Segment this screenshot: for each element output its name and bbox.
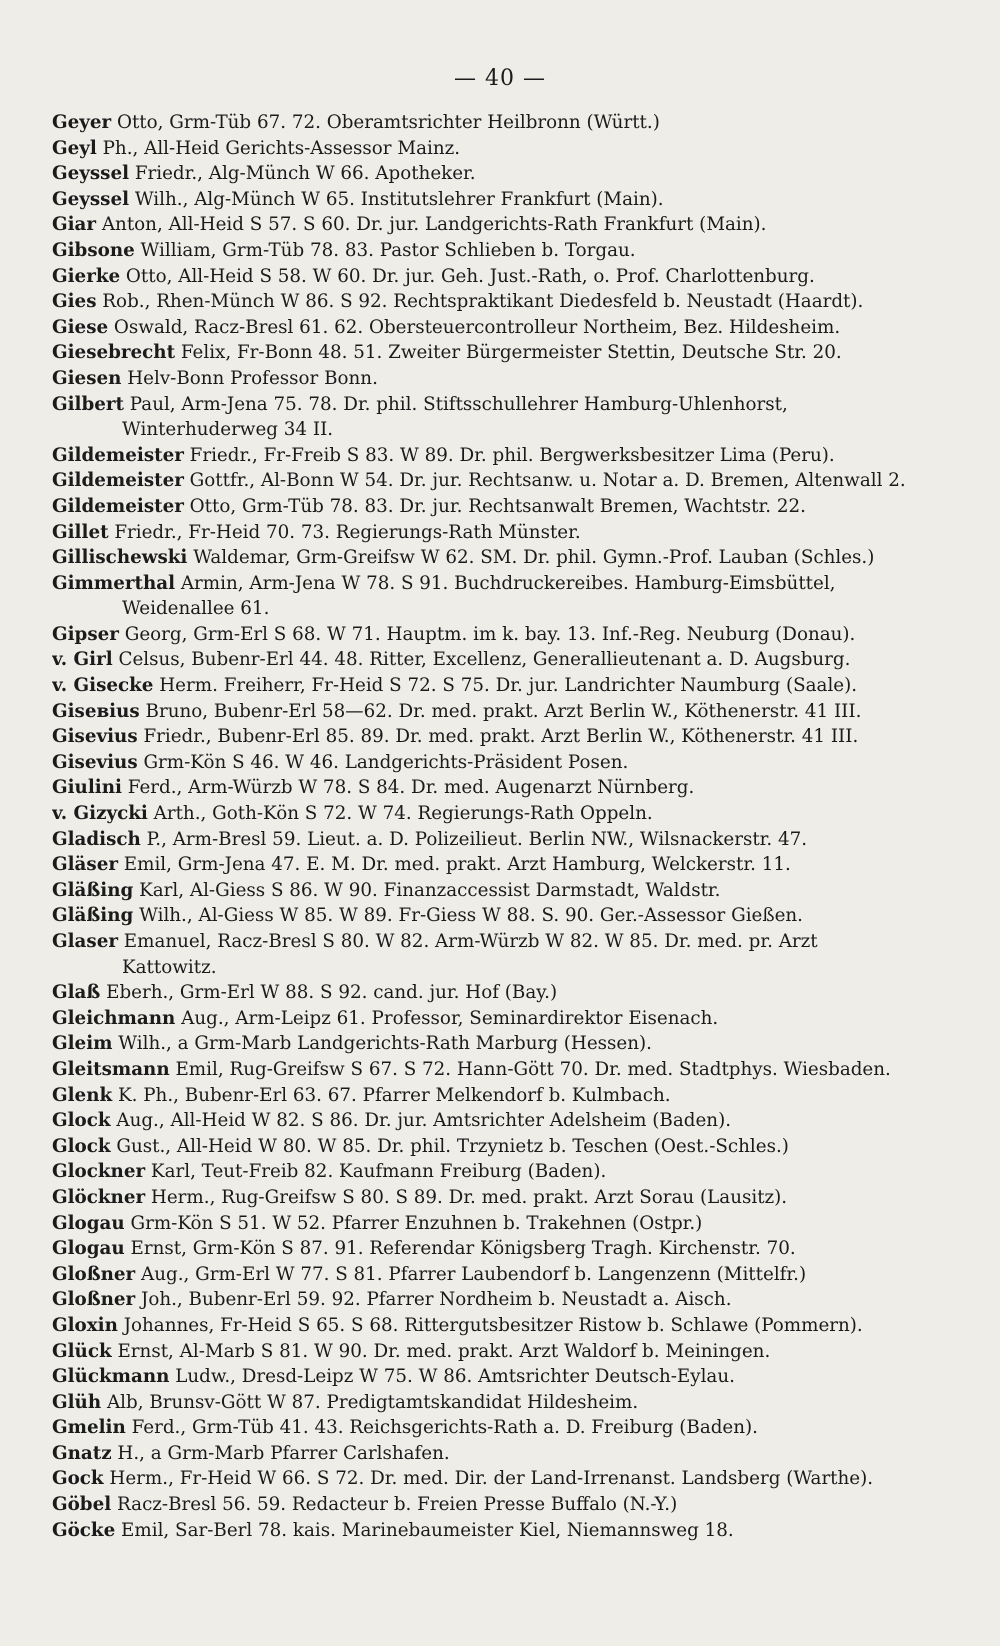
directory-entry	[52, 1211, 922, 1237]
directory-entry	[52, 750, 922, 776]
entry-surname: Gloßner	[52, 1263, 136, 1285]
entry-details: Ernst, Al-Marb S 81. W 90. Dr. med. prakt. Arzt Waldorf b. Meiningen.	[111, 1340, 771, 1362]
entry-surname: Glaß	[52, 982, 101, 1004]
entry-details: Georg, Grm-Erl S 68. W 71. Hauptm. im k. bay. 13. Inf.-Reg. Neuburg (Donau).	[118, 623, 856, 645]
entry-details: Joh., Bubenr-Erl 59. 92. Pfarrer Nordheim b. Neustadt a. Aisch.	[135, 1289, 732, 1311]
entry-details: Ludw., Dresd-Leipz W 75. W 86. Amtsrichter Deutsch-Eylau.	[169, 1366, 735, 1388]
entry-details: Otto, All-Heid S 58. W 60. Dr. jur. Geh. Just.-Rath, o. Prof. Charlottenburg.	[120, 265, 815, 287]
entry-surname: Gleichmann	[52, 1007, 176, 1029]
entry-surname: Gisevius	[52, 726, 138, 748]
entry-surname: Gmelin	[52, 1417, 126, 1439]
entry-details: Arth., Goth-Kön S 72. W 74. Regierungs-Rath Oppeln.	[147, 803, 653, 825]
entry-details: Grm-Kön S 46. W 46. Landgerichts-Präsident Posen.	[137, 751, 629, 773]
entry-details: Celsus, Bubenr-Erl 44. 48. Ritter, Excellenz, Generallieutenant a. D. Augsburg.	[112, 649, 851, 671]
entry-surname: Gildemeister	[52, 495, 184, 517]
entry-surname: Glaser	[52, 931, 118, 952]
entry-surname: Glogau	[52, 1238, 125, 1260]
entry-surname: Gisevius	[52, 751, 138, 773]
entry-surname: Gleim	[52, 1033, 113, 1055]
entry-surname: Gillet	[52, 521, 109, 543]
directory-entry	[52, 366, 922, 392]
entry-details: Gust., All-Heid W 80. W 85. Dr. phil. Trzynietz b. Teschen (Oest.-Schles.)	[110, 1135, 789, 1157]
entry-surname: Geyer	[52, 112, 112, 133]
directory-entry	[52, 1031, 922, 1057]
directory-entry	[52, 673, 922, 699]
entry-surname: Gilbert	[52, 393, 124, 415]
entry-list	[52, 110, 922, 1543]
entry-surname: Gock	[52, 1468, 104, 1490]
directory-entry	[52, 289, 922, 315]
entry-details: Weidenallee 61.	[122, 598, 270, 620]
entry-surname: Glenk	[52, 1084, 113, 1106]
directory-entry	[52, 1108, 922, 1134]
directory-entry	[52, 520, 922, 546]
directory-entry	[52, 545, 922, 571]
directory-entry	[52, 1006, 922, 1032]
directory-entry	[52, 1134, 922, 1160]
entry-details: Emanuel, Racz-Bresl S 80. W 82. Arm-Würzb W 82. W 85. Dr. med. pr. Arzt	[117, 931, 818, 952]
entry-details: Wilh., Al-Giess W 85. W 89. Fr-Giess W 88. S. 90. Ger.-Assessor Gießen.	[133, 905, 803, 927]
entry-details: Ernst, Grm-Kön S 87. 91. Referendar Königsberg Tragh. Kirchenstr. 70.	[124, 1238, 796, 1260]
directory-entry	[52, 315, 922, 341]
directory-entry	[52, 340, 922, 366]
directory-entry	[52, 1415, 922, 1441]
directory-entry	[52, 827, 922, 853]
directory-entry	[52, 1262, 922, 1288]
directory-entry	[52, 1441, 922, 1467]
entry-surname: Gies	[52, 291, 97, 313]
entry-details: Helv-Bonn Professor Bonn.	[121, 367, 378, 389]
entry-details: Kattowitz.	[122, 956, 217, 978]
entry-surname: Gildemeister	[52, 470, 184, 492]
entry-continuation	[52, 955, 922, 981]
entry-surname: Glockner	[52, 1161, 146, 1183]
directory-entry	[52, 161, 922, 187]
entry-surname: Glückmann	[52, 1366, 170, 1388]
entry-details: Friedr., Alg-Münch W 66. Apotheker.	[129, 163, 476, 185]
directory-entry	[52, 212, 922, 238]
directory-entry	[52, 1236, 922, 1262]
entry-details: Rob., Rhen-Münch W 86. S 92. Rechtspraktikant Diedesfeld b. Neustadt (Haardt).	[96, 291, 864, 313]
entry-surname: Gloxin	[52, 1314, 118, 1336]
directory-entry	[52, 238, 922, 264]
directory-entry	[52, 392, 922, 418]
entry-surname: Giese	[52, 316, 109, 338]
entry-details: H., a Grm-Marb Pfarrer Carlshafen.	[111, 1442, 450, 1464]
directory-entry	[52, 775, 922, 801]
entry-surname: Giesebrecht	[52, 342, 176, 364]
entry-details: Armin, Arm-Jena W 78. S 91. Buchdruckereibes. Hamburg-Eimsbüttel,	[175, 572, 836, 594]
entry-surname: Göcke	[52, 1519, 116, 1541]
directory-entry	[52, 110, 922, 136]
entry-surname: Geyssel	[52, 163, 130, 185]
entry-details: Emil, Rug-Greifsw S 67. S 72. Hann-Gött 70. Dr. med. Stadtphys. Wiesbaden.	[169, 1058, 891, 1080]
entry-surname: Glück	[52, 1340, 112, 1362]
directory-entry	[52, 647, 922, 673]
entry-details: Emil, Grm-Jena 47. E. M. Dr. med. prakt. Arzt Hamburg, Welckerstr. 11.	[117, 854, 791, 876]
entry-surname: Gläßing	[52, 905, 134, 927]
entry-details: Alb, Brunsv-Gött W 87. Predigtamtskandidat Hildesheim.	[101, 1391, 639, 1413]
entry-surname: Gloßner	[52, 1289, 136, 1311]
directory-entry	[52, 443, 922, 469]
entry-surname: Gillischewski	[52, 547, 188, 569]
entry-details: Bruno, Bubenr-Erl 58—62. Dr. med. prakt. Arzt Berlin W., Köthenerstr. 41 III.	[139, 700, 862, 722]
directory-entry	[52, 1057, 922, 1083]
entry-surname: v. Gisecke	[52, 675, 154, 697]
entry-surname: Giulini	[52, 777, 122, 799]
directory-entry	[52, 494, 922, 520]
entry-details: Wilh., a Grm-Marb Landgerichts-Rath Marburg (Hessen).	[112, 1033, 652, 1055]
entry-details: Herm., Rug-Greifsw S 80. S 89. Dr. med. prakt. Arzt Sorau (Lausitz).	[145, 1186, 788, 1208]
entry-details: Aug., All-Heid W 82. S 86. Dr. jur. Amtsrichter Adelsheim (Baden).	[110, 1110, 732, 1132]
entry-details: Karl, Teut-Freib 82. Kaufmann Freiburg (Baden).	[145, 1161, 607, 1183]
entry-details: Aug., Grm-Erl W 77. S 81. Pfarrer Laubendorf b. Langenzenn (Mittelfr.)	[135, 1263, 807, 1285]
entry-continuation	[52, 596, 922, 622]
directory-entry	[52, 1339, 922, 1365]
entry-details: K. Ph., Bubenr-Erl 63. 67. Pfarrer Melkendorf b. Kulmbach.	[112, 1084, 671, 1106]
directory-entry	[52, 136, 922, 162]
entry-surname: Giesen	[52, 367, 122, 389]
entry-details: Friedr., Fr-Freib S 83. W 89. Dr. phil. Bergwerksbesitzer Lima (Peru).	[183, 444, 835, 466]
directory-entry	[52, 852, 922, 878]
directory-entry	[52, 468, 922, 494]
entry-surname: Glock	[52, 1110, 111, 1132]
entry-surname: Gladisch	[52, 828, 141, 850]
entry-details: Otto, Grm-Tüb 67. 72. Oberamtsrichter Heilbronn (Württ.)	[111, 112, 660, 133]
directory-entry	[52, 622, 922, 648]
entry-details: Johannes, Fr-Heid S 65. S 68. Rittergutsbesitzer Ristow b. Schlawe (Pommern).	[117, 1314, 863, 1336]
entry-surname: Gimmerthal	[52, 572, 176, 594]
entry-surname: Glöckner	[52, 1186, 146, 1208]
directory-entry	[52, 1364, 922, 1390]
directory-entry	[52, 571, 922, 597]
entry-details: P., Arm-Bresl 59. Lieut. a. D. Polizeilieut. Berlin NW., Wilsnackerstr. 47.	[140, 828, 808, 850]
entry-surname: Gibsone	[52, 239, 135, 261]
entry-details: Waldemar, Grm-Greifsw W 62. SM. Dr. phil. Gymn.-Prof. Lauban (Schles.)	[187, 547, 875, 569]
directory-entry	[52, 1492, 922, 1518]
entry-details: Grm-Kön S 51. W 52. Pfarrer Enzuhnen b. Trakehnen (Ostpr.)	[124, 1212, 703, 1234]
entry-details: Eberh., Grm-Erl W 88. S 92. cand. jur. Hof (Bay.)	[100, 982, 558, 1004]
entry-details: Oswald, Racz-Bresl 61. 62. Obersteuercontrolleur Northeim, Bez. Hildesheim.	[108, 316, 841, 338]
entry-details: Otto, Grm-Tüb 78. 83. Dr. jur. Rechtsanwalt Bremen, Wachtstr. 22.	[183, 495, 806, 517]
entry-details: Felix, Fr-Bonn 48. 51. Zweiter Bürgermeister Stettin, Deutsche Str. 20.	[175, 342, 842, 364]
entry-surname: Göbel	[52, 1494, 112, 1516]
directory-entry	[52, 264, 922, 290]
entry-details: Karl, Al-Giess S 86. W 90. Finanzaccessist Darmstadt, Waldstr.	[133, 879, 721, 901]
directory-entry	[52, 1390, 922, 1416]
entry-details: William, Grm-Tüb 78. 83. Pastor Schlieben b. Torgau.	[134, 239, 636, 261]
entry-details: Winterhuderweg 34 II.	[122, 419, 334, 441]
entry-details: Ferd., Grm-Tüb 41. 43. Reichsgerichts-Rath a. D. Freiburg (Baden).	[125, 1417, 758, 1439]
directory-entry	[52, 724, 922, 750]
directory-entry	[52, 801, 922, 827]
entry-details: Ph., All-Heid Gerichts-Assessor Mainz.	[96, 137, 461, 159]
entry-surname: Gleitsmann	[52, 1058, 170, 1080]
directory-entry	[52, 903, 922, 929]
entry-details: Anton, All-Heid S 57. S 60. Dr. jur. Landgerichts-Rath Frankfurt (Main).	[96, 214, 767, 236]
directory-entry	[52, 1313, 922, 1339]
entry-details: Herm. Freiherr, Fr-Heid S 72. S 75. Dr. jur. Landrichter Naumburg (Saale).	[153, 675, 858, 697]
directory-entry	[52, 1159, 922, 1185]
page-number: — 40 —	[454, 66, 546, 91]
entry-details: Racz-Bresl 56. 59. Redacteur b. Freien Presse Buffalo (N.-Y.)	[111, 1494, 678, 1516]
directory-entry	[52, 1185, 922, 1211]
entry-surname: Gildemeister	[52, 444, 184, 466]
entry-details: Wilh., Alg-Münch W 65. Institutslehrer Frankfurt (Main).	[129, 188, 664, 210]
entry-surname: Giseвius	[52, 700, 140, 722]
entry-surname: Glogau	[52, 1212, 125, 1234]
entry-continuation	[52, 417, 922, 443]
entry-surname: Glüh	[52, 1391, 102, 1413]
entry-details: Paul, Arm-Jena 75. 78. Dr. phil. Stiftsschullehrer Hamburg-Uhlenhorst,	[124, 393, 788, 415]
entry-details: Gottfr., Al-Bonn W 54. Dr. jur. Rechtsanw. u. Notar a. D. Bremen, Altenwall 2.	[183, 470, 906, 492]
entry-details: Herm., Fr-Heid W 66. S 72. Dr. med. Dir. der Land-Irrenanst. Landsberg (Warthe).	[103, 1468, 874, 1490]
directory-entry	[52, 187, 922, 213]
entry-surname: v. Gizycki	[52, 803, 148, 825]
entry-details: Aug., Arm-Leipz 61. Professor, Seminardirektor Eisenach.	[175, 1007, 719, 1029]
entry-surname: Gläser	[52, 854, 118, 876]
directory-entry	[52, 1466, 922, 1492]
entry-surname: Gnatz	[52, 1442, 112, 1464]
entry-surname: v. Girl	[52, 649, 113, 671]
directory-entry	[52, 980, 922, 1006]
directory-entry	[52, 1287, 922, 1313]
entry-details: Emil, Sar-Berl 78. kais. Marinebaumeister Kiel, Niemannsweg 18.	[115, 1519, 734, 1541]
entry-details: Ferd., Arm-Würzb W 78. S 84. Dr. med. Augenarzt Nürnberg.	[121, 777, 695, 799]
entry-details: Friedr., Fr-Heid 70. 73. Regierungs-Rath Münster.	[108, 521, 581, 543]
directory-entry	[52, 929, 922, 955]
directory-entry	[52, 1083, 922, 1109]
entry-surname: Geyl	[52, 137, 97, 159]
entry-surname: Gierke	[52, 265, 121, 287]
entry-surname: Gläßing	[52, 879, 134, 901]
entry-surname: Giar	[52, 214, 97, 236]
entry-details: Friedr., Bubenr-Erl 85. 89. Dr. med. prakt. Arzt Berlin W., Köthenerstr. 41 III.	[137, 726, 859, 748]
directory-entry	[52, 699, 922, 725]
entry-surname: Glock	[52, 1135, 111, 1157]
directory-entry	[52, 878, 922, 904]
entry-surname: Gipser	[52, 623, 119, 645]
directory-entry	[52, 1518, 922, 1544]
entry-surname: Geyssel	[52, 188, 130, 210]
